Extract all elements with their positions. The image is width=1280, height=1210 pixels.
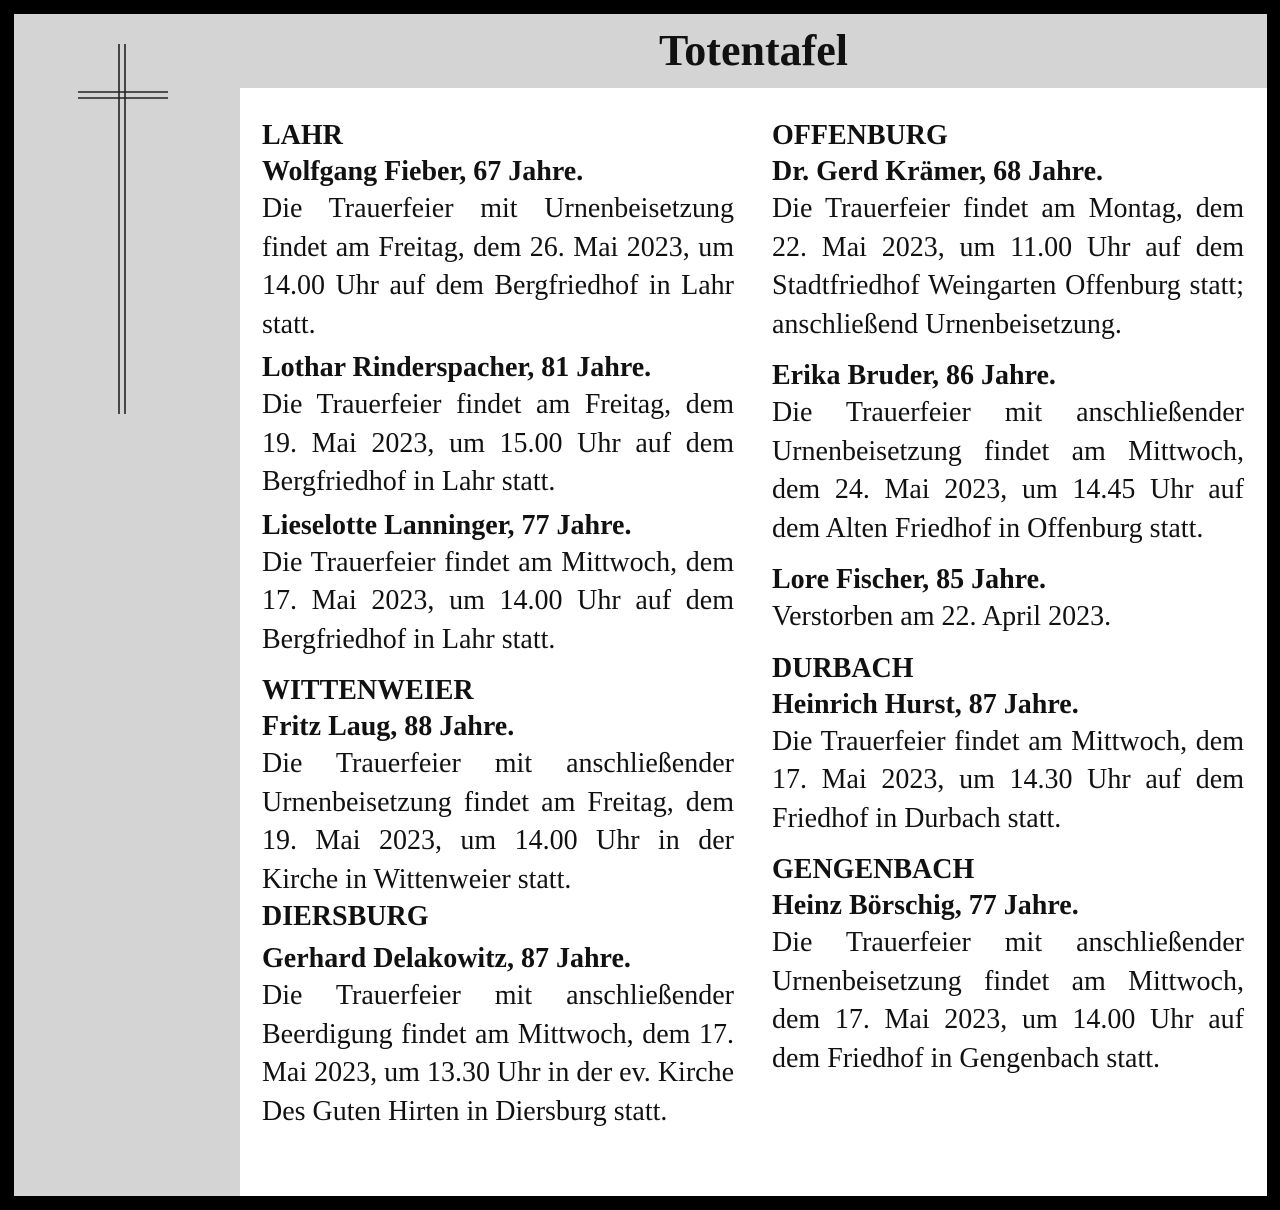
section-wittenweier (262, 673, 734, 899)
service-details: Die Trauerfeier findet am Montag, dem 22. Mai 2023, um 11.00 Uhr auf dem Stadtfriedhof Weingarten Offenburg statt; anschließend Urnenbeisetzung. (772, 193, 1244, 340)
service-details: Verstorben am 22. April 2023. (772, 601, 1112, 632)
town-heading: DIERSBURG (262, 901, 429, 932)
obituary-entry (772, 562, 1244, 637)
obituary-entry (772, 888, 1244, 1078)
service-details: Die Trauerfeier mit Urnenbeisetzung findet am Freitag, dem 26. Mai 2023, um 14.00 Uhr auf dem Bergfriedhof in Lahr statt. (262, 193, 734, 340)
obituary-entry (262, 350, 734, 502)
obituary-entry (262, 941, 734, 1131)
town-heading: GENGENBACH (772, 854, 975, 885)
cross-icon (78, 44, 168, 414)
obituary-board (14, 14, 1267, 1196)
obituary-entry (262, 709, 734, 899)
deceased-name: Fritz Laug, 88 Jahre. (262, 711, 515, 742)
deceased-name: Dr. Gerd Krämer, 68 Jahre. (772, 156, 1104, 187)
deceased-name: Erika Bruder, 86 Jahre. (772, 360, 1056, 391)
obituary-entry (772, 358, 1244, 548)
left-column (262, 118, 734, 1131)
service-details: Die Trauerfeier mit anschließender Urnenbeisetzung findet am Mittwoch, dem 24. Mai 2023, um 14.45 Uhr auf dem Alten Friedhof in Offenburg statt. (772, 397, 1244, 544)
section-gengenbach (772, 852, 1244, 1078)
obituary-entry (262, 154, 734, 344)
right-column (772, 118, 1244, 1078)
notice-panel (240, 88, 1267, 1196)
service-details: Die Trauerfeier mit anschließender Urnenbeisetzung findet am Mittwoch, dem 17. Mai 2023, um 14.00 Uhr auf dem Friedhof in Gengenbach statt. (772, 927, 1244, 1074)
obituary-entry (772, 154, 1244, 344)
town-heading: WITTENWEIER (262, 675, 474, 706)
deceased-name: Lore Fischer, 85 Jahre. (772, 564, 1047, 595)
town-heading: OFFENBURG (772, 120, 948, 151)
obituary-entry (262, 508, 734, 660)
page-title: Totentafel (658, 26, 849, 75)
deceased-name: Heinz Börschig, 77 Jahre. (772, 890, 1079, 921)
deceased-name: Lieselotte Lanninger, 77 Jahre. (262, 509, 632, 541)
service-details: Die Trauerfeier findet am Mittwoch, dem 17. Mai 2023, um 14.00 Uhr auf dem Bergfriedhof in Lahr statt. (262, 546, 734, 655)
deceased-name: Heinrich Hurst, 87 Jahre. (772, 688, 1079, 720)
service-details: Die Trauerfeier findet am Freitag, dem 19. Mai 2023, um 15.00 Uhr auf dem Bergfriedhof in Lahr statt. (262, 389, 734, 497)
service-details: Die Trauerfeier findet am Mittwoch, dem 17. Mai 2023, um 14.30 Uhr auf dem Friedhof in Durbach statt. (772, 725, 1244, 834)
section-diersburg (262, 899, 734, 1131)
town-heading: DURBACH (772, 652, 914, 684)
obituary-entry (772, 687, 1244, 839)
deceased-name: Gerhard Delakowitz, 87 Jahre. (262, 943, 631, 974)
section-offenburg (772, 118, 1244, 637)
service-details: Die Trauerfeier mit anschließender Beerdigung findet am Mittwoch, dem 17. Mai 2023, um 13.30 Uhr in der ev. Kirche Des Guten Hirten in Diersburg statt. (262, 980, 734, 1127)
town-heading: LAHR (262, 120, 343, 151)
section-lahr (262, 118, 734, 659)
deceased-name: Lothar Rinderspacher, 81 Jahre. (262, 352, 652, 383)
deceased-name: Wolfgang Fieber, 67 Jahre. (262, 156, 584, 187)
service-details: Die Trauerfeier mit anschließender Urnenbeisetzung findet am Freitag, dem 19. Mai 2023, um 14.00 Uhr in der Kirche in Wittenweier statt. (262, 748, 734, 895)
section-durbach (772, 651, 1244, 839)
